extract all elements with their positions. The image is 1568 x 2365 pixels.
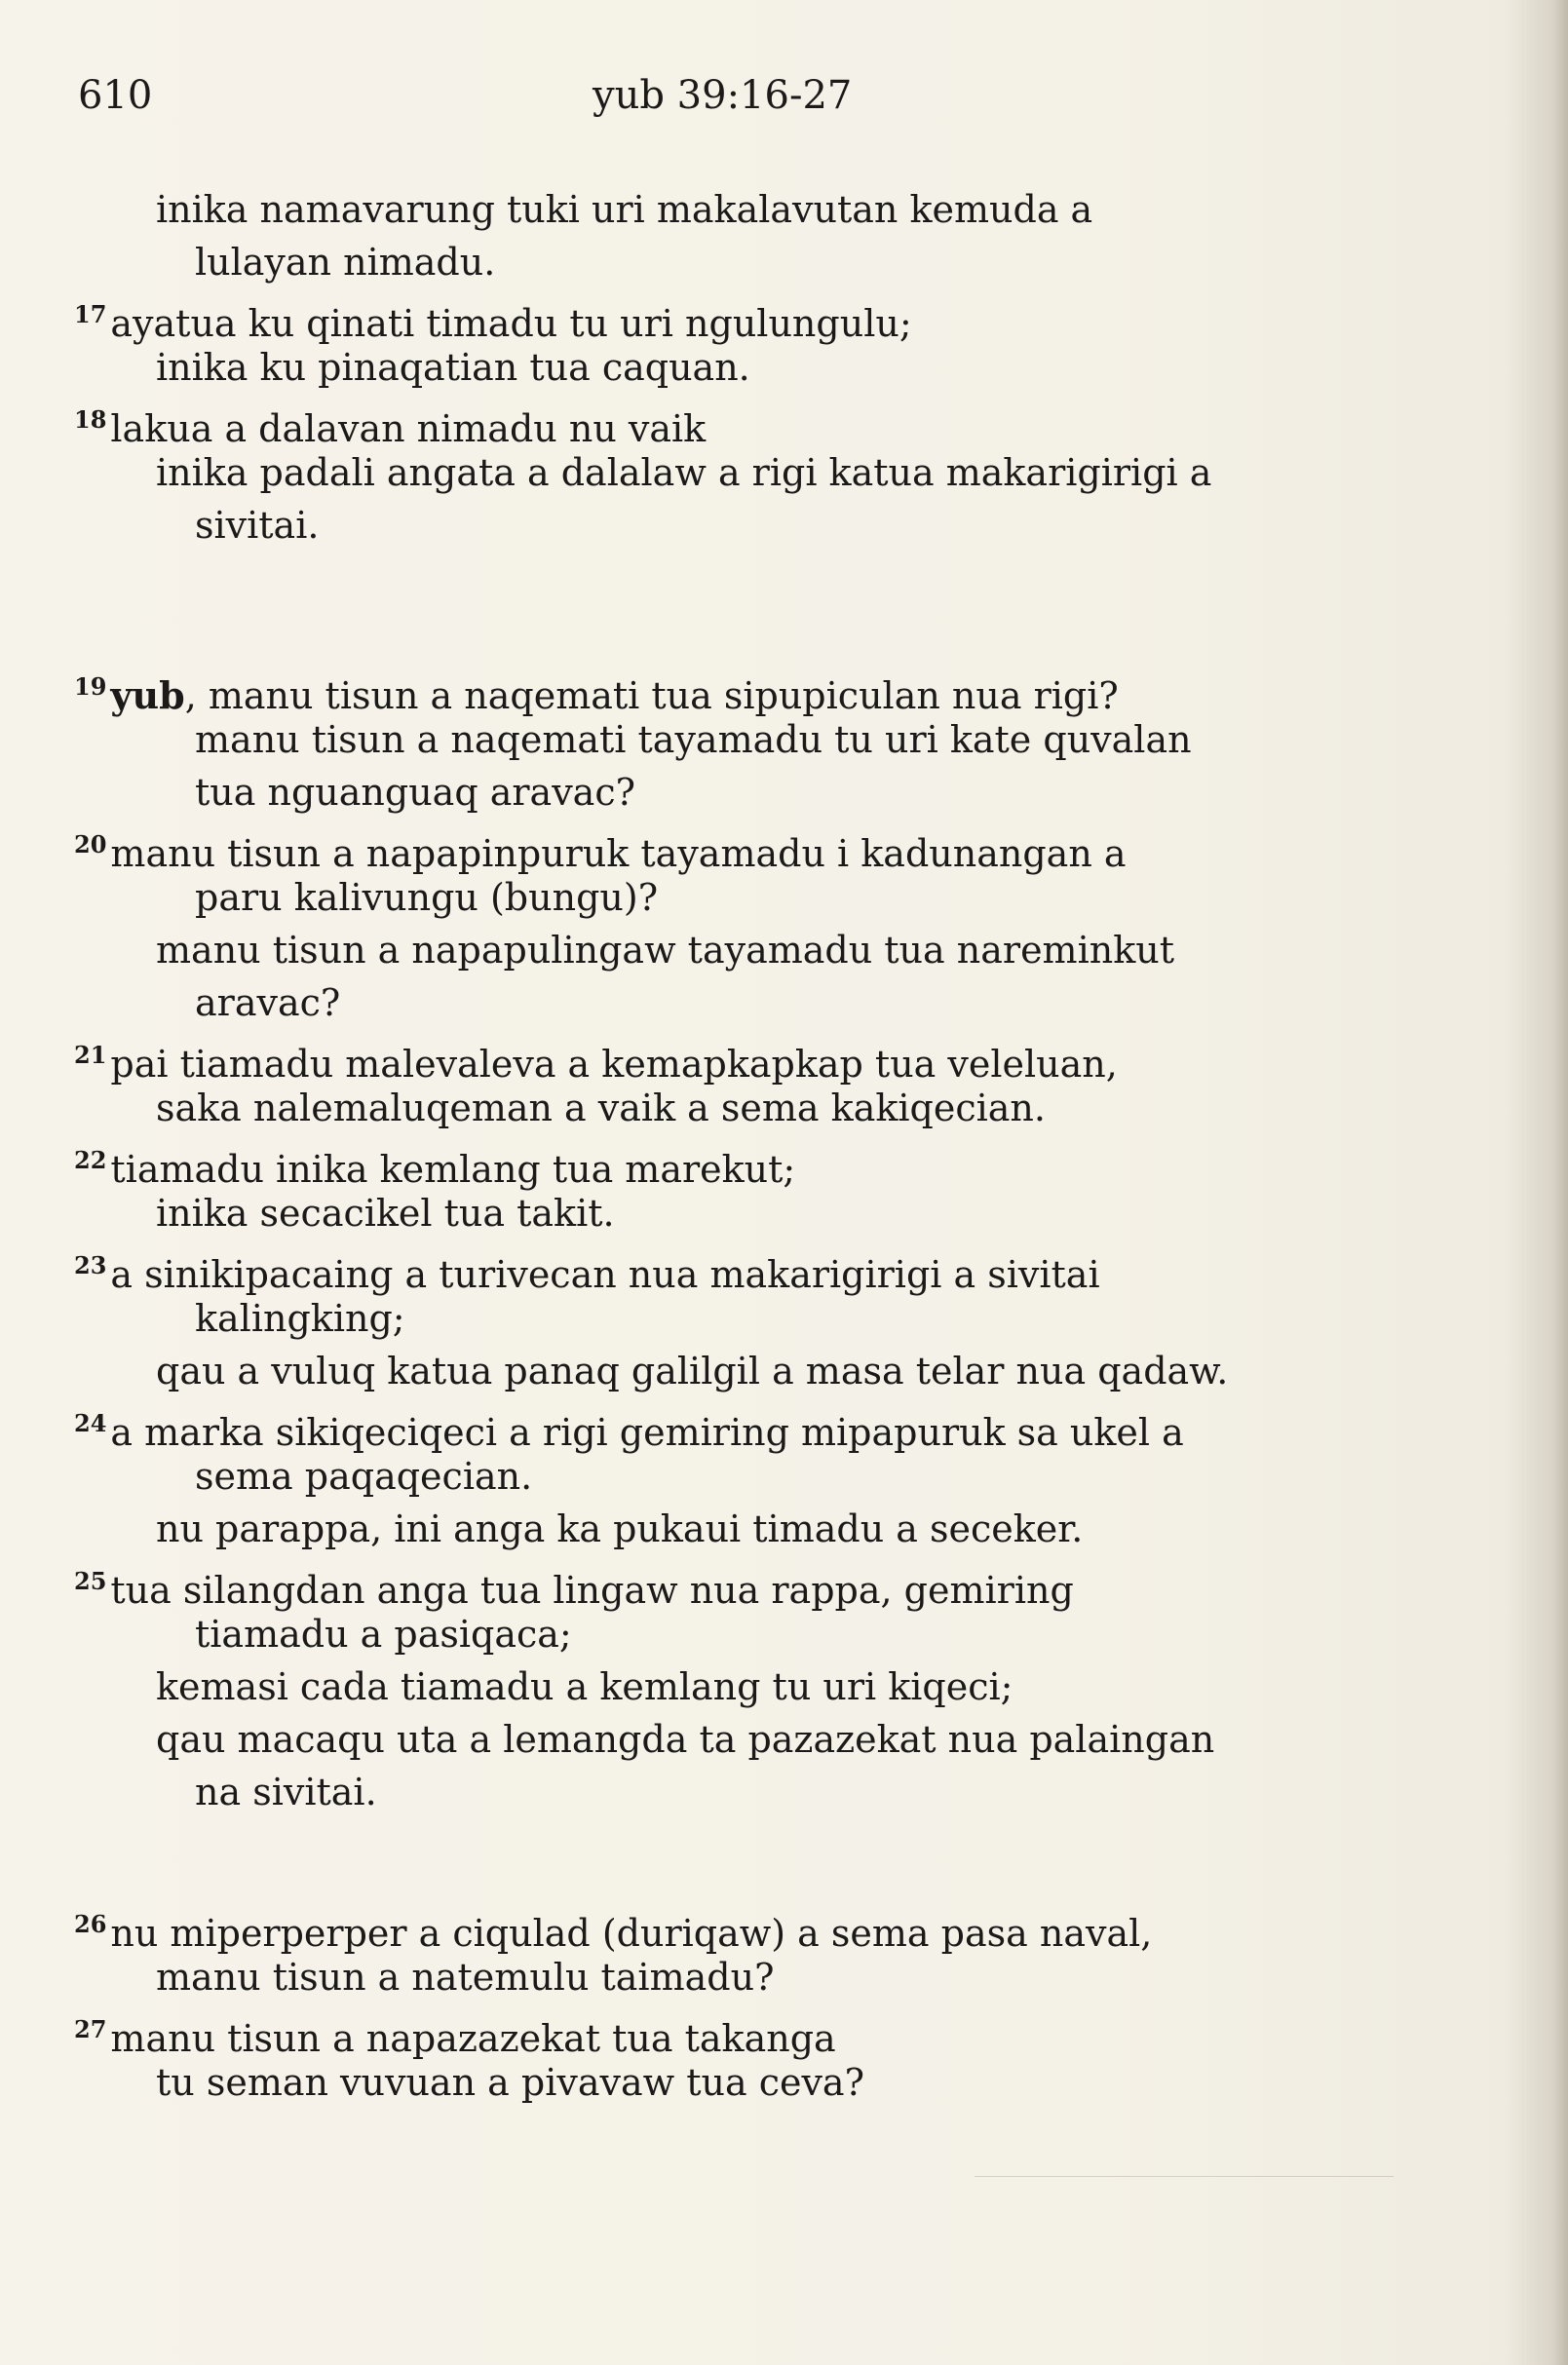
line-text: tiamadu a pasiqaca; [195, 1613, 572, 1656]
line-text: saka nalemaluqeman a vaik a sema kakiqecian. [156, 1087, 1046, 1129]
verse-number: 21 [74, 1041, 107, 1069]
verse-line-20 [74, 822, 1127, 875]
page-number: 610 [78, 73, 153, 118]
footnote-rule [975, 2176, 1394, 2177]
verse-line-27 [74, 2007, 836, 2060]
line-text: qau a vuluq katua panaq galilgil a masa telar nua qadaw. [156, 1350, 1229, 1392]
line-text: manu tisun a napapinpuruk tayamadu i kadunangan a [110, 832, 1127, 875]
line-text: lakua a dalavan nimadu nu vaik [110, 407, 707, 450]
line-text: lulayan nimadu. [195, 241, 496, 284]
verse-number: 25 [74, 1567, 107, 1595]
line-text: inika secacikel tua takit. [156, 1192, 615, 1235]
verse-number: 23 [74, 1251, 107, 1279]
verse-line-26 [74, 1902, 1153, 1955]
line-text: , manu tisun a naqemati tua sipupiculan nua rigi? [184, 674, 1119, 717]
text-line [156, 1349, 1228, 1395]
line-text: manu tisun a napapulingaw tayamadu tua nareminkut [156, 929, 1174, 972]
line-text: paru kalivungu (bungu)? [195, 876, 659, 919]
verse-line-23 [74, 1243, 1100, 1296]
text-line [156, 1664, 1013, 1711]
text-line [195, 875, 658, 922]
line-text: tua silangdan anga tua lingaw nua rappa, gemiring [110, 1569, 1074, 1612]
line-text: na sivitai. [195, 1771, 377, 1813]
line-text: inika ku pinaqatian tua caquan. [156, 346, 750, 389]
text-line [195, 770, 635, 817]
line-text: inika namavarung tuki uri makalavutan kemuda a [156, 188, 1093, 231]
text-line [195, 980, 340, 1027]
line-text: pai tiamadu malevaleva a kemapkapkap tua veleluan, [110, 1043, 1118, 1086]
line-text: inika padali angata a dalalaw a rigi katua makarigirigi a [156, 451, 1212, 494]
line-text: sema paqaqecian. [195, 1455, 533, 1498]
page-header [0, 73, 1568, 132]
line-text: manu tisun a napazazekat tua takanga [110, 2017, 836, 2060]
line-text: nu parappa, ini anga ka pukaui timadu a seceker. [156, 1507, 1084, 1550]
line-text: kalingking; [195, 1297, 405, 1340]
line-text: ayatua ku qinati timadu tu uri ngulungulu; [110, 302, 912, 345]
text-line [195, 1296, 405, 1343]
text-line [195, 240, 495, 286]
text-line [195, 717, 1192, 764]
text-line [195, 503, 319, 550]
verse-line-18 [74, 398, 707, 450]
text-line [195, 1454, 532, 1501]
verse-number: 26 [74, 1910, 107, 1938]
text-line [195, 1770, 377, 1816]
verse-number: 27 [74, 2015, 107, 2043]
line-text: qau macaqu uta a lemangda ta pazazekat nua palaingan [156, 1718, 1215, 1761]
text-line [156, 1717, 1214, 1764]
line-text: kemasi cada tiamadu a kemlang tu uri kiqeci; [156, 1665, 1013, 1708]
line-text: aravac? [195, 981, 341, 1024]
text-line [156, 1507, 1083, 1553]
running-head: yub 39:16-27 [593, 73, 853, 118]
verse-line-24 [74, 1401, 1184, 1454]
verse-number: 22 [74, 1146, 107, 1174]
text-line [195, 1612, 572, 1659]
verse-number: 19 [74, 672, 107, 701]
line-text: tua nguanguaq aravac? [195, 771, 635, 814]
line-text: sivitai. [195, 504, 320, 547]
line-text: a sinikipacaing a turivecan nua makarigirigi a sivitai [110, 1253, 1100, 1296]
verse-line-19 [74, 665, 1119, 717]
line-text: tu seman vuvuan a pivavaw tua ceva? [156, 2061, 864, 2104]
line-text: manu tisun a naqemati tayamadu tu uri kate quvalan [195, 718, 1192, 761]
line-text: manu tisun a natemulu taimadu? [156, 1956, 775, 1999]
line-text: a marka sikiqeciqeci a rigi gemiring mipapuruk sa ukel a [110, 1411, 1184, 1454]
verse-number: 18 [74, 405, 107, 434]
text-line [156, 345, 750, 392]
book-reference: yub [110, 673, 185, 717]
text-line [156, 1955, 774, 2002]
text-line [156, 928, 1174, 974]
text-line [156, 187, 1092, 234]
verse-line-17 [74, 292, 912, 345]
verse-number: 17 [74, 300, 107, 328]
verse-number: 24 [74, 1409, 107, 1437]
verse-line-22 [74, 1138, 796, 1191]
text-line [156, 450, 1211, 497]
line-text: nu miperperper a ciqulad (duriqaw) a sema pasa naval, [110, 1912, 1153, 1955]
verse-number: 20 [74, 830, 107, 858]
verse-line-21 [74, 1033, 1118, 1086]
text-line [156, 1086, 1046, 1132]
text-line [156, 1191, 615, 1238]
verse-line-25 [74, 1559, 1074, 1612]
text-line [156, 2060, 864, 2107]
line-text: tiamadu inika kemlang tua marekut; [110, 1148, 796, 1191]
